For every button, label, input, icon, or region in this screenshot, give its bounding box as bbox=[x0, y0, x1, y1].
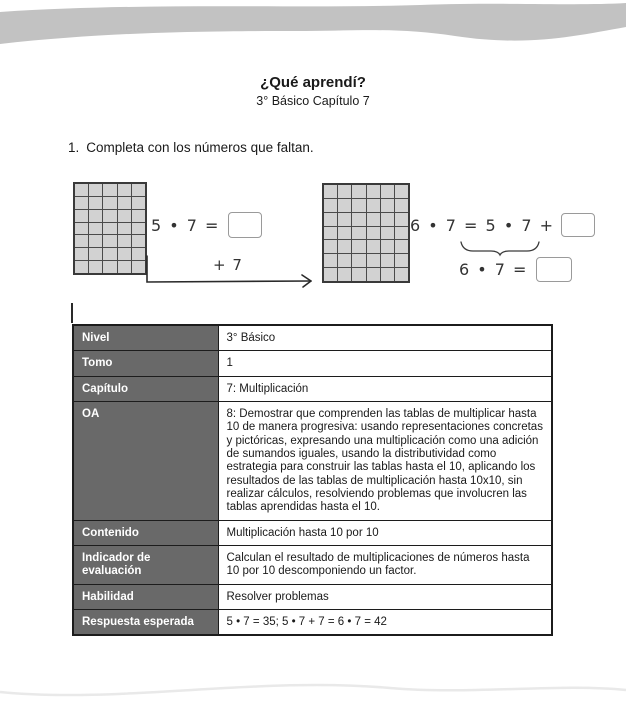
grid-cell bbox=[132, 235, 145, 247]
grid-cell bbox=[75, 235, 88, 247]
grid-cell bbox=[367, 254, 380, 267]
row-value: 1 bbox=[218, 351, 552, 376]
grid-cell bbox=[324, 254, 337, 267]
grid-cell bbox=[89, 184, 102, 196]
exercise-instruction-text: Completa con los números que faltan. bbox=[86, 140, 314, 155]
grid-cell bbox=[338, 227, 351, 240]
row-label: Capítulo bbox=[73, 376, 218, 401]
row-label: Habilidad bbox=[73, 584, 218, 609]
answer-box-addend[interactable] bbox=[561, 213, 595, 237]
title-block bbox=[0, 74, 626, 108]
grid-cell bbox=[103, 197, 116, 209]
equation-6x7-result-text: 6 • 7 = bbox=[459, 260, 528, 279]
grid-cell bbox=[89, 261, 102, 273]
grid-cell bbox=[75, 248, 88, 260]
array-grid-5x7 bbox=[73, 182, 147, 275]
grid-cell bbox=[367, 199, 380, 212]
equation-6x7-decomposed bbox=[410, 213, 595, 237]
grid-cell bbox=[352, 240, 365, 253]
footer-wave-decoration bbox=[0, 670, 626, 706]
equation-6x7-result bbox=[459, 257, 572, 282]
grid-cell bbox=[338, 240, 351, 253]
grid-cell bbox=[395, 268, 408, 281]
row-label: Respuesta esperada bbox=[73, 609, 218, 635]
grid-cell bbox=[103, 235, 116, 247]
table-row bbox=[73, 584, 552, 609]
grid-cell bbox=[118, 261, 131, 273]
equation-5x7-text: 5 • 7 = bbox=[151, 215, 220, 235]
grid-cell bbox=[381, 199, 394, 212]
grid-cell bbox=[89, 248, 102, 260]
grid-cell bbox=[324, 240, 337, 253]
grid-cell bbox=[324, 199, 337, 212]
grid-cell bbox=[103, 210, 116, 222]
underbrace bbox=[460, 241, 540, 257]
table-row bbox=[73, 520, 552, 545]
exercise-instruction bbox=[68, 140, 314, 155]
grid-cell bbox=[103, 223, 116, 235]
grid-cell bbox=[352, 213, 365, 226]
grid-cell bbox=[395, 227, 408, 240]
grid-cell bbox=[132, 184, 145, 196]
grid-cell bbox=[352, 227, 365, 240]
grid-cell bbox=[118, 248, 131, 260]
grid-cell bbox=[75, 197, 88, 209]
grid-cell bbox=[367, 227, 380, 240]
grid-cell bbox=[75, 261, 88, 273]
table-row bbox=[73, 376, 552, 401]
equation-5x7 bbox=[151, 212, 262, 238]
grid-cell bbox=[395, 254, 408, 267]
grid-cell bbox=[132, 223, 145, 235]
row-value: 3° Básico bbox=[218, 325, 552, 351]
grid-cell bbox=[75, 184, 88, 196]
arrow-plus7-label: + 7 bbox=[213, 256, 243, 274]
grid-cell bbox=[75, 210, 88, 222]
grid-cell bbox=[89, 210, 102, 222]
grid-cell bbox=[352, 268, 365, 281]
page-subtitle: 3° Básico Capítulo 7 bbox=[256, 94, 370, 108]
grid-cell bbox=[367, 240, 380, 253]
grid-cell bbox=[103, 248, 116, 260]
row-value: 7: Multiplicación bbox=[218, 376, 552, 401]
grid-cell bbox=[118, 235, 131, 247]
grid-cell bbox=[103, 261, 116, 273]
stray-vertical-mark bbox=[71, 303, 73, 323]
grid-cell bbox=[367, 268, 380, 281]
grid-cell bbox=[338, 268, 351, 281]
row-label: Indicador de evaluación bbox=[73, 545, 218, 584]
grid-cell bbox=[118, 223, 131, 235]
grid-cell bbox=[103, 184, 116, 196]
row-value: Multiplicación hasta 10 por 10 bbox=[218, 520, 552, 545]
grid-cell bbox=[75, 223, 88, 235]
grid-cell bbox=[338, 213, 351, 226]
row-label: Contenido bbox=[73, 520, 218, 545]
info-table-body bbox=[73, 325, 552, 635]
grid-cell bbox=[395, 199, 408, 212]
grid-cell bbox=[89, 223, 102, 235]
row-label: OA bbox=[73, 401, 218, 520]
exercise-number: 1. bbox=[68, 140, 80, 155]
grid-cell bbox=[338, 199, 351, 212]
grid-cell bbox=[381, 213, 394, 226]
grid-cell bbox=[89, 197, 102, 209]
equation-6x7-decomposed-text: 6 • 7 = 5 • 7 + bbox=[410, 215, 555, 235]
array-grid-6x7 bbox=[322, 183, 410, 283]
grid-cell bbox=[352, 185, 365, 198]
info-table bbox=[72, 324, 553, 636]
grid-cell bbox=[395, 213, 408, 226]
answer-box-result[interactable] bbox=[536, 257, 572, 282]
grid-cell bbox=[89, 235, 102, 247]
header-wave-decoration bbox=[0, 0, 626, 52]
grid-cell bbox=[381, 254, 394, 267]
grid-cell bbox=[352, 199, 365, 212]
row-label: Tomo bbox=[73, 351, 218, 376]
grid-cell bbox=[324, 268, 337, 281]
grid-cell bbox=[118, 184, 131, 196]
table-row bbox=[73, 401, 552, 520]
grid-cell bbox=[118, 210, 131, 222]
grid-cell bbox=[381, 240, 394, 253]
grid-cell bbox=[118, 197, 131, 209]
grid-cell bbox=[352, 254, 365, 267]
page-title: ¿Qué aprendí? bbox=[260, 74, 366, 91]
grid-cell bbox=[338, 185, 351, 198]
grid-cell bbox=[367, 213, 380, 226]
grid-cell bbox=[395, 185, 408, 198]
grid-cell bbox=[132, 210, 145, 222]
grid-cell bbox=[395, 240, 408, 253]
row-value: 8: Demostrar que comprenden las tablas de multiplicar hasta 10 de manera progresiva: usando representaciones concretas y pictóricas, expresando una multiplicación como una adición de sumandos iguales, usando la distributividad como estrategia para construir las tablas hasta el 10, aplicando los resultados de las tablas de multiplicación hasta 10x10, sin realizar cálculos, resolviendo problemas que involucren las tablas aprendidas hasta el 10. bbox=[218, 401, 552, 520]
row-value: 5 • 7 = 35; 5 • 7 + 7 = 6 • 7 = 42 bbox=[218, 609, 552, 635]
grid-cell bbox=[324, 227, 337, 240]
answer-box-5x7[interactable] bbox=[228, 212, 262, 238]
table-row bbox=[73, 545, 552, 584]
grid-cell bbox=[132, 197, 145, 209]
grid-cell bbox=[381, 227, 394, 240]
grid-cell bbox=[381, 185, 394, 198]
table-row bbox=[73, 609, 552, 635]
grid-cell bbox=[367, 185, 380, 198]
grid-cell bbox=[381, 268, 394, 281]
row-value: Calculan el resultado de multiplicaciones de números hasta 10 por 10 descomponiendo un factor. bbox=[218, 545, 552, 584]
grid-cell bbox=[324, 185, 337, 198]
grid-cell bbox=[324, 213, 337, 226]
grid-cell bbox=[338, 254, 351, 267]
row-label: Nivel bbox=[73, 325, 218, 351]
row-value: Resolver problemas bbox=[218, 584, 552, 609]
table-row bbox=[73, 325, 552, 351]
table-row bbox=[73, 351, 552, 376]
